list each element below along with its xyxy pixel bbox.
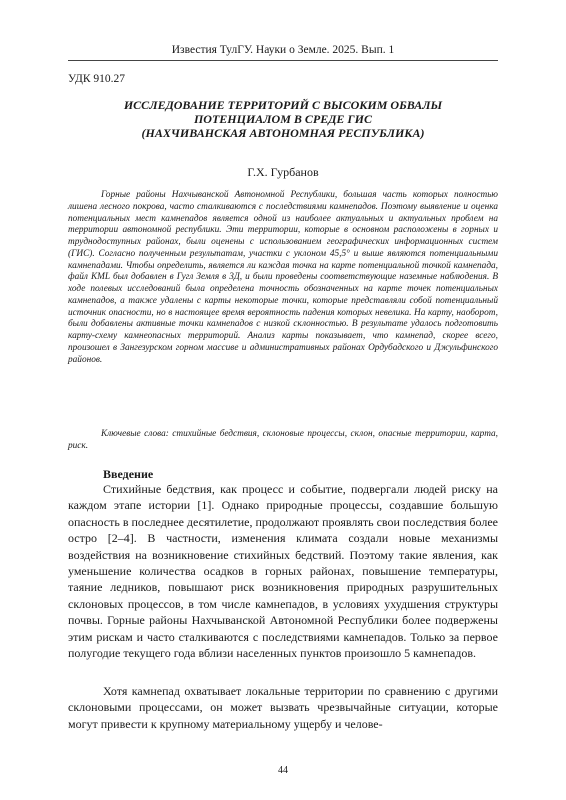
author-name: Г.Х. Гурбанов (247, 165, 319, 179)
keywords: Ключевые слова: стихийные бедствия, склоновые процессы, склон, опасные территории, карта, риск. (68, 429, 498, 451)
title-line: ИССЛЕДОВАНИЕ ТЕРРИТОРИЙ С ВЫСОКИМ ОБВАЛЫ (123, 98, 443, 112)
body-paragraph: Хотя камнепад охватывает локальные территории по сравнению с другими склоновыми процессами, он может вызвать чрезвычайные ситуации, которые могут привести к крупному материальному ущербу и челове- (68, 684, 498, 731)
page-number: 44 (278, 765, 288, 776)
section-heading-introduction: Введение (103, 467, 154, 481)
udc-code: УДК 910.27 (68, 73, 125, 85)
title-line: (НАХЧИВАНСКАЯ АВТОНОМНАЯ РЕСПУБЛИКА) (141, 126, 425, 140)
running-head: Известия ТулГУ. Науки о Земле. 2025. Вып. 1 (68, 44, 498, 61)
body-paragraph: Стихийные бедствия, как процесс и событие, подвергали людей риску на каждом этапе истории [1]. Однако природные процессы, создавшие большую опасность в последнее десятилетие, продолжают проявлять свои последствия более остро [2–4]. В частности, изменения климата создали новые механизмы воздействия на возникновение стихийных бедствий. Поэтому такие явления, как уменьшение количества осадков в горных районах, повышение температуры, таяние ледников, повышают риск возникновения природных разрушительных склоновых процессов, в том числе камнепадов, в условиях ухудшения структуры почвы. Горные районы Нахчыванской Автономной Республики более подвержены этим рискам и часто сталкиваются с последствиями камнепадов. Только за первое полугодие текущего года вблизи населенных пунктов произошло 5 камнепадов. (68, 482, 498, 661)
title-line: ПОТЕНЦИАЛОМ В СРЕДЕ ГИС (193, 112, 373, 126)
article-title (68, 98, 498, 140)
abstract: Горные районы Нахчыванской Автономной Республики, большая часть которых полностью лишена лесного покрова, часто сталкиваются с последствиями камнепадов. Поэтому выявление и оценка потенциальных мест камнепадов является одной из наиболее актуальных и актуальных проблем на территории автономной республики. Эти территории, которые в основном расположены в горных и труднодоступных районах, были оценены с использованием географических информационных систем (ГИС). Согласно полученным результатам, участки с уклоном 45,5° и выше являются потенциальными камнепадами. Чтобы определить, является ли каждая точка на карте потенциальной точкой камнепада, файл KML был добавлен в Гугл Земля в 3Д, и были проведены соответствующие наземные наблюдения. В ходе полевых исследований была определена точность обозначенных на карте точек потенциальных камнепадов, а также удалены с карты некоторые точки, которые представляли собой потенциальный источник опасности, но в настоящее время вероятность падения которых невелика. На карту, наоборот, были добавлены активные точки камнепадов с низкой склонностью. В результате удалось подготовить карту-схему камнеопасных территорий. Анализ карты показывает, что камнепад, скорее всего, произошел в Зангезурском горном массиве и административных районах Ордубадского и Джульфинского районов. (68, 190, 498, 365)
